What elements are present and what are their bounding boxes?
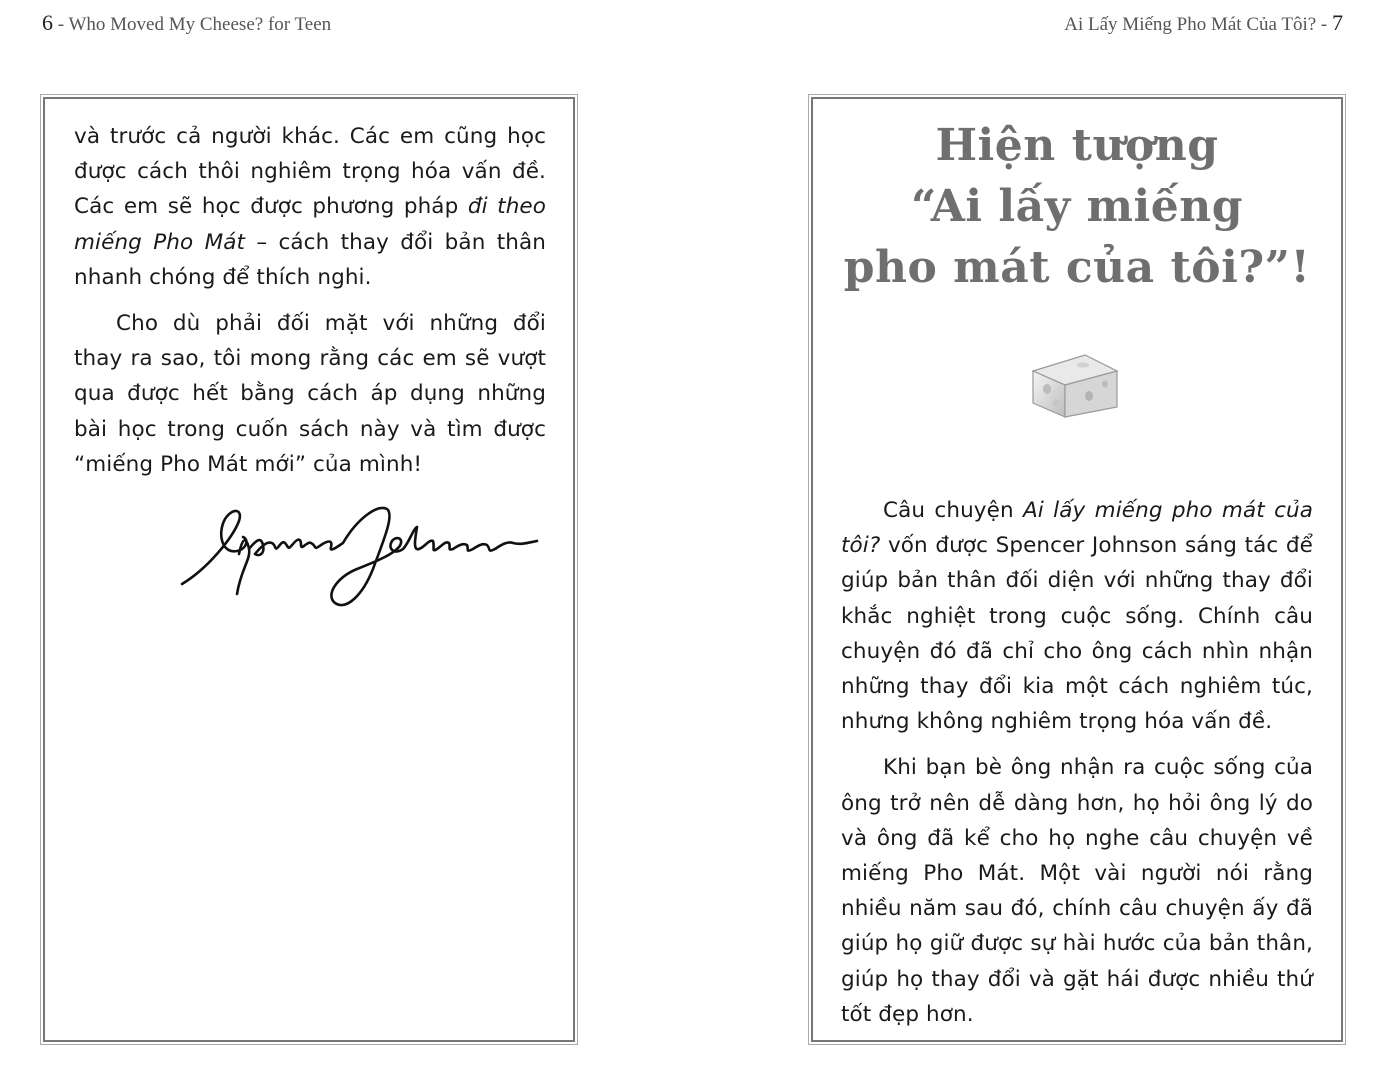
right-paragraph-2: Khi bạn bè ông nhận ra cuộc sống của ông trở nên dễ dàng hơn, họ hỏi ông lý do và ông đã kể cho họ nghe câu chuyện về miếng Pho Mát. Một vài người nói rằng nhiều năm sau đó, chính câu chuyện ấy đã giúp họ giữ được sự hài hước của bản thân, giúp họ thay đổi và gặt hái được nhiều thứ tốt đẹp hơn. [841,755,1313,1027]
left-header-title: Who Moved My Cheese? for Teen [68,14,332,35]
right-page-number: 7 [1332,10,1343,35]
chapter-title-line-3: pho mát của tôi?”! [843,242,1311,293]
chapter-title-line-2: “Ai lấy miếng [910,181,1244,232]
chapter-title [813,115,1341,298]
right-paragraph-1 [841,493,1313,739]
left-page-body [74,119,546,493]
left-running-header [42,10,331,36]
left-p1-emphasis: đi theo miếng Pho Mát [74,194,547,255]
right-page-body [841,493,1313,1043]
cheese-icon [1027,351,1123,423]
right-header-title: Ai Lấy Miếng Pho Mát Của Tôi? [1064,14,1317,35]
right-p1-text-b: vốn được Spencer Johnson sáng tác để giúp bản thân đối diện với những thay đổi khắc nghiệt trong cuộc sống. Chính câu chuyện đó đã chỉ cho ông cách nhìn nhận những thay đổi kia một cách nghiêm túc, nhưng không nghiêm trọng hóa vấn đề. [841,533,1313,735]
chapter-title-line-1: Hiện tượng [935,120,1219,171]
left-p1-text-a: và trước cả người khác. Các em cũng học được cách thôi nghiêm trọng hóa vấn đề. Các em sẽ học được phương pháp [74,124,546,220]
left-header-separator: - [53,14,69,35]
left-page [43,97,575,1042]
right-running-header [1064,10,1343,36]
left-p1-text-b: – cách thay đổi bản thân nhanh chóng để thích nghi. [74,229,546,290]
left-page-number: 6 [42,10,53,35]
right-header-separator: - [1316,14,1332,35]
right-page [811,97,1343,1042]
left-paragraph-2: Cho dù phải đối mặt với những đổi thay ra sao, tôi mong rằng các em sẽ vượt qua được hết bằng cách áp dụng những bài học trong cuốn sách này và tìm được “miếng Pho Mát mới” của mình! [74,311,546,477]
right-p1-emphasis: Ai lấy miếng pho mát của tôi? [841,498,1313,559]
signature-image [177,499,547,609]
left-paragraph-1 [74,119,546,295]
right-p1-text-a: Câu chuyện [883,498,1023,523]
